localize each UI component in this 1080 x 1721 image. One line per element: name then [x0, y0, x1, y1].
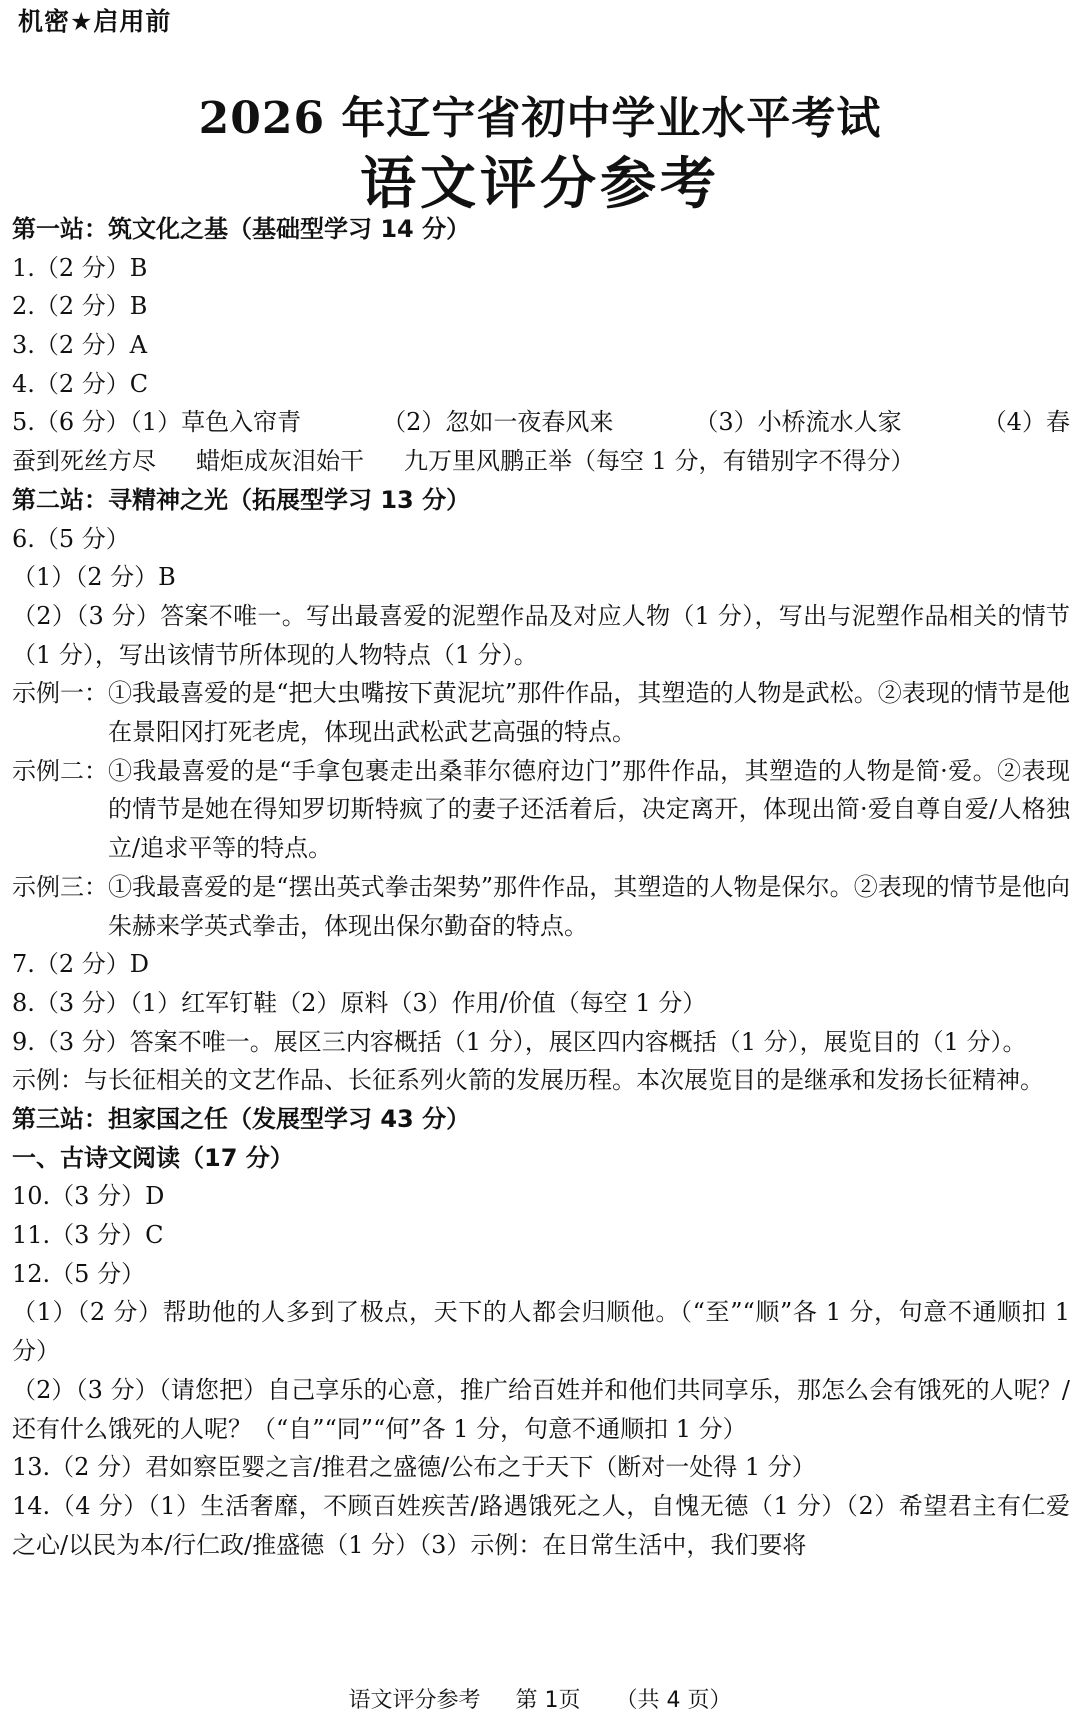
section-1-heading: 第一站：筑文化之基（基础型学习 14 分） — [12, 215, 471, 243]
example-2-label: 示例二： — [12, 756, 108, 785]
section-2-heading: 第二站：寻精神之光（拓展型学习 13 分） — [12, 485, 471, 514]
answer-body — [12, 210, 1070, 1564]
answer-q2: 2.（2 分）B — [12, 292, 148, 321]
example-3 — [12, 868, 1070, 945]
answer-q6-1: （1）（2 分）B — [12, 563, 176, 592]
answer-q5-part3: （3）小桥流水人家 — [694, 408, 902, 437]
answer-q8: 8.（3 分）（1）红军钉鞋（2）原料（3）作用/价值（每空 1 分） — [12, 988, 707, 1017]
example-2-text: ①我最喜爱的是“手拿包裹走出桑菲尔德府边门”那件作品，其塑造的人物是简·爱。②表现的情节是她在得知罗切斯特疯了的妻子还活着后，决定离开，体现出简·爱自尊自爱/人格独立/追求平等的特点。 — [108, 756, 1070, 863]
example-1-text: ①我最喜爱的是“把大虫嘴按下黄泥坑”那件作品，其塑造的人物是武松。②表现的情节是他在景阳冈打死老虎，体现出武松武艺高强的特点。 — [108, 679, 1070, 746]
answer-q5-part6: 蜡炬成灰泪始干 — [196, 447, 364, 476]
answer-q1: 1.（2 分）B — [12, 253, 148, 282]
footer-page-total: （共 4 页） — [615, 1688, 732, 1713]
answer-q5-part7: 九万里风鹏正举（每空 1 分，有错别字不得分） — [404, 447, 915, 476]
answer-q12-1: （1）（2 分）帮助他的人多到了极点，天下的人都会归顺他。（“至”“顺”各 1 分，句意不通顺扣 1 分） — [12, 1298, 1070, 1366]
example-3-label: 示例三： — [12, 872, 108, 901]
subsection-ancient-poetry: 一、古诗文阅读（17 分） — [12, 1143, 294, 1172]
answer-q3: 3.（2 分）A — [12, 331, 148, 360]
answer-q7: 7.（2 分）D — [12, 950, 150, 979]
page-subtitle: 语文评分参考 — [360, 152, 720, 217]
answer-q9: 9.（3 分）答案不唯一。展区三内容概括（1 分），展区四内容概括（1 分），展览目的（1 分）。 — [12, 1027, 1027, 1056]
answer-q5-part5: 蚕到死丝方尽 — [12, 447, 156, 476]
answer-q14: 14.（4 分）（1）生活奢靡，不顾百姓疾苦/路遇饿死之人，自愧无德（1 分）（2）希望君主有仁爱之心/以民为本/行仁政/推盛德（1 分）（3）示例：在日常生活中，我们要将 — [12, 1491, 1070, 1559]
answer-q5-part2: （2）忽如一夜春风来 — [382, 408, 614, 437]
confidential-mark: 机密★启用前 — [18, 7, 172, 36]
footer-page-number: 第 1页 — [515, 1688, 581, 1713]
answer-q12: 12.（5 分） — [12, 1259, 146, 1288]
example-2 — [12, 752, 1070, 868]
answer-q5-part1: 5.（6 分）（1）草色入帘青 — [12, 408, 302, 437]
section-3-heading: 第三站：担家国之任（发展型学习 43 分） — [12, 1104, 471, 1133]
example-1 — [12, 674, 1070, 751]
answer-q6: 6.（5 分） — [12, 524, 130, 553]
answer-q4: 4.（2 分）C — [12, 369, 149, 398]
answer-q11: 11.（3 分）C — [12, 1221, 164, 1250]
answer-q5-line1 — [12, 403, 1070, 442]
answer-q9-example: 示例：与长征相关的文艺作品、长征系列火箭的发展历程。本次展览目的是继承和发扬长征精神。 — [12, 1066, 1044, 1095]
answer-q10: 10.（3 分）D — [12, 1182, 165, 1211]
answer-q12-2: （2）（3 分）（请您把）自己享乐的心意，推广给百姓并和他们共同享乐，那怎么会有饿死的人呢？/还有什么饿死的人呢？（“自”“同”“何”各 1 分，句意不通顺扣 1 分） — [12, 1375, 1070, 1443]
answer-q5-line2 — [12, 442, 1070, 481]
example-1-label: 示例一： — [12, 679, 108, 708]
example-3-text: ①我最喜爱的是“摆出英式拳击架势”那件作品，其塑造的人物是保尔。②表现的情节是他向朱赫来学英式拳击，体现出保尔勤奋的特点。 — [108, 872, 1070, 940]
answer-q5-part4: （4）春 — [982, 408, 1070, 437]
page-title: 2026 年辽宁省初中学业水平考试 — [198, 93, 882, 144]
answer-q13: 13.（2 分）君如察臣婴之言/推君之盛德/公布之于天下（断对一处得 1 分） — [12, 1453, 816, 1482]
answer-q6-2: （2）（3 分）答案不唯一。写出最喜爱的泥塑作品及对应人物（1 分），写出与泥塑作品相关的情节（1 分），写出该情节所体现的人物特点（1 分）。 — [12, 601, 1070, 669]
page-footer — [0, 1683, 1080, 1714]
footer-doc-name: 语文评分参考 — [348, 1688, 481, 1713]
